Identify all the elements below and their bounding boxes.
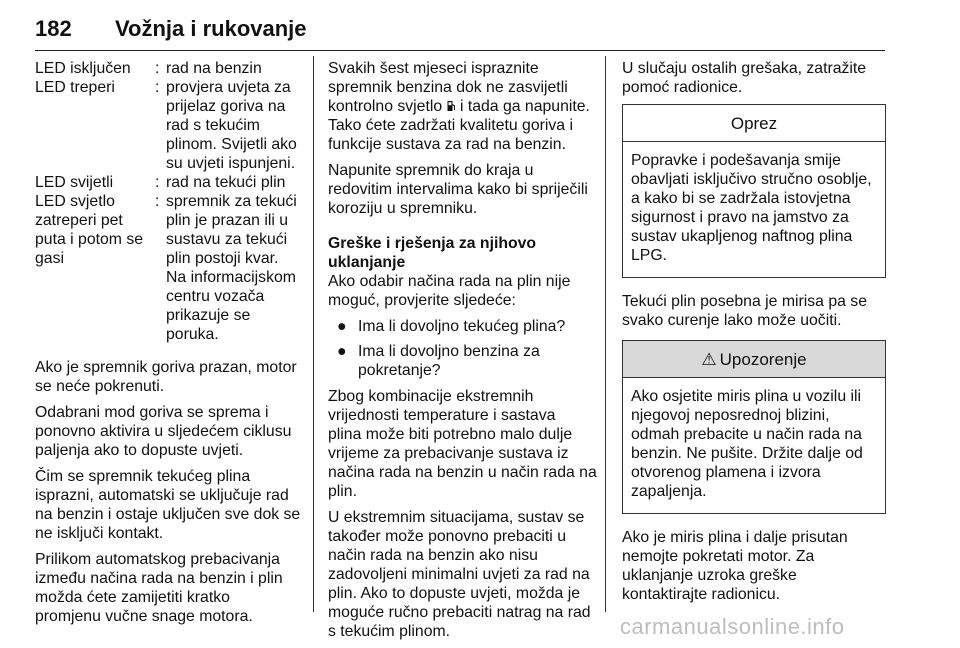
text-line: rad s tekućim xyxy=(166,117,260,134)
led-state xyxy=(35,192,155,268)
text-line: Ako je spremnik goriva prazan, motor xyxy=(35,359,297,376)
led-meaning xyxy=(166,78,301,173)
text-line: sustav ukapljenog naftnog plina xyxy=(631,228,853,245)
led-row xyxy=(35,78,301,173)
text-line: Napunite spremnik do kraja u xyxy=(328,162,534,179)
text-line: svako curenje lako može uočiti. xyxy=(622,312,842,329)
paragraph xyxy=(328,387,598,501)
column-divider xyxy=(605,56,606,612)
list-item xyxy=(328,342,598,380)
text-line: gasi xyxy=(35,250,64,267)
text-line: između načina rada na benzin i plin xyxy=(35,570,283,587)
paragraph xyxy=(328,508,598,641)
text-line: pokretanje? xyxy=(358,362,441,379)
warning-header xyxy=(623,341,885,378)
caution-body xyxy=(623,142,885,277)
text-line: Ako osjetite miris plina u vozilu ili xyxy=(631,388,862,405)
text-line: isprazni, automatski se uključuje rad xyxy=(35,487,289,504)
text-line: vrijednosti temperature i sastava xyxy=(328,407,556,424)
text-line: zapaljenja. xyxy=(631,483,707,500)
right-column xyxy=(622,59,886,611)
text-line: uklanjanje uzroka greške xyxy=(622,567,797,584)
text-line: Popravke i podešavanja smije xyxy=(631,152,841,169)
text-line: ponovno aktivira u sljedećem ciklusu xyxy=(35,423,292,440)
bullet-icon: ● xyxy=(337,343,347,360)
led-row xyxy=(35,173,301,192)
caution-box xyxy=(622,104,886,278)
text-line: rad na benzin xyxy=(166,60,262,77)
led-meaning xyxy=(166,59,301,78)
text-line: a kako bi se zadržala istovjetna xyxy=(631,190,851,207)
text-line: spremnik za tekući xyxy=(166,193,297,210)
list-item xyxy=(328,317,598,336)
paragraph-text: i tada ga napunite. xyxy=(459,98,590,115)
led-status-table xyxy=(35,59,301,344)
text-line: Ako je miris plina i dalje prisutan xyxy=(622,529,848,546)
text-line: Ako odabir načina rada na plin nije xyxy=(328,273,571,290)
led-meaning xyxy=(166,173,301,192)
led-state xyxy=(35,59,155,78)
text-line: moguć, provjerite sljedeće: xyxy=(328,292,516,309)
text-line: U ekstremnim situacijama, sustav se xyxy=(328,509,585,526)
text-line: plin postoji kvar. xyxy=(166,250,279,267)
text-line: Ima li dovoljno benzina za xyxy=(358,343,540,360)
text-line: su uvjeti ispunjeni. xyxy=(166,155,296,172)
paragraph xyxy=(622,292,886,330)
text-line: plina može biti potrebno malo dulje xyxy=(328,426,573,443)
text-line: Zbog kombinacije ekstremnih xyxy=(328,388,534,405)
text-line: spremnik benzina dok ne zasvijetli xyxy=(328,79,568,96)
text-line: paljenja ako to dopuste uvjeti. xyxy=(35,442,244,459)
text-line: prijelaz goriva na xyxy=(166,98,286,115)
separator-colon: : xyxy=(155,79,160,96)
section-heading xyxy=(328,234,598,272)
separator-colon: : xyxy=(155,193,160,210)
page-number: 182 xyxy=(35,16,72,41)
text-line: LPG. xyxy=(631,247,667,264)
page-title: Vožnja i rukovanje xyxy=(115,16,307,41)
text-line: zatreperi pet xyxy=(35,212,123,229)
text-line: LED treperi xyxy=(35,79,115,96)
text-line: puta i potom se xyxy=(35,231,144,248)
paragraph xyxy=(328,272,598,310)
text-line: obavljati isključivo stručno osoblje, xyxy=(631,171,872,188)
paragraph xyxy=(35,358,301,396)
text-line: redovitim intervalima kako bi spriječili xyxy=(328,181,588,198)
text-line: Tako ćete zadržati kvalitetu goriva i xyxy=(328,117,573,134)
text-line: promjenu vučne snage motora. xyxy=(35,608,253,625)
text-line: benzin. Ne pušite. Držite dalje od xyxy=(631,445,863,462)
text-line: koroziju u spremniku. xyxy=(328,200,478,217)
watermark: carmanualsonline.info xyxy=(620,614,845,639)
text-line: LED svijetli xyxy=(35,174,114,191)
text-line: rad na tekući plin xyxy=(166,174,286,191)
text-line: ne isključi kontakt. xyxy=(35,525,164,542)
paragraph xyxy=(35,403,301,460)
warning-triangle-icon: ⚠ xyxy=(701,349,717,369)
led-state xyxy=(35,78,155,97)
page-header xyxy=(35,0,885,51)
warning-box xyxy=(622,340,886,514)
bullet-icon: ● xyxy=(337,318,347,335)
text-line: Svakih šest mjeseci ispraznite xyxy=(328,60,539,77)
text-line: pomoć radionice. xyxy=(622,79,743,96)
paragraph xyxy=(35,550,301,626)
text-line: njegovoj neposrednoj blizini, xyxy=(631,407,830,424)
text-line: Ima li dovoljno tekućeg plina? xyxy=(358,318,566,335)
fuel-pump-icon xyxy=(447,100,456,112)
text-line: možda ćete zamijetiti kratko xyxy=(35,589,230,606)
paragraph xyxy=(622,528,886,604)
text-line: kontrolno svjetlo xyxy=(328,98,443,115)
text-line: moguće ručno prebaciti natrag na rad xyxy=(328,604,591,621)
text-line: sustavu za tekući xyxy=(166,231,288,248)
text-line: Na informacijskom xyxy=(166,269,296,286)
list-item-text xyxy=(358,318,565,335)
text-line: odmah prebacite u način rada na xyxy=(631,426,862,443)
text-line: zadovoljeni minimalni uvjeti za rad na xyxy=(328,566,590,583)
paragraph xyxy=(328,59,598,154)
text-line: plinom. Svijetli ako xyxy=(166,136,297,153)
list-item-text xyxy=(358,343,540,379)
left-column xyxy=(35,59,301,633)
text-line: način rada na benzin ako nisu xyxy=(328,547,538,564)
separator-colon: : xyxy=(155,60,160,77)
text-line: također može ponovno prebaciti u xyxy=(328,528,566,545)
text-line: uklanjanje xyxy=(328,254,406,271)
separator-colon: : xyxy=(155,174,160,191)
text-line: na benzin i ostaje uključen sve dok se xyxy=(35,506,301,523)
text-line: nemojte pokretati motor. Za xyxy=(622,548,815,565)
text-line: poruka. xyxy=(166,326,219,343)
led-row xyxy=(35,192,301,344)
text-line: Odabrani mod goriva se sprema i xyxy=(35,404,269,421)
led-state xyxy=(35,173,155,192)
text-line: centru vozača xyxy=(166,288,265,305)
text-line: LED isključen xyxy=(35,60,131,77)
led-row xyxy=(35,59,301,78)
text-line: Čim se spremnik tekućeg plina xyxy=(35,468,251,485)
text-line: LED svjetlo xyxy=(35,193,115,210)
warning-body xyxy=(623,378,885,513)
text-line: prikazuje se xyxy=(166,307,251,324)
text-line: Tekući plin posebna je mirisa pa se xyxy=(622,293,867,310)
paragraph xyxy=(328,161,598,218)
text-line: sigurnost i pravo na jamstvo za xyxy=(631,209,849,226)
text-line: Prilikom automatskog prebacivanja xyxy=(35,551,280,568)
middle-column xyxy=(328,59,598,648)
checklist xyxy=(328,317,598,380)
text-line: se neće pokrenuti. xyxy=(35,378,165,395)
text-line: funkcije sustava za rad na benzin. xyxy=(328,136,566,153)
paragraph xyxy=(622,59,886,97)
text-line: vrijeme za prebacivanje sustava iz xyxy=(328,445,569,462)
caution-title: Oprez xyxy=(623,105,885,142)
text-line: otvorenog plamena i izvora xyxy=(631,464,821,481)
left-paragraphs xyxy=(35,358,301,626)
text-line: plin je prazan ili u xyxy=(166,212,289,229)
column-divider xyxy=(313,56,314,612)
led-meaning xyxy=(166,192,301,344)
text-line: plin. xyxy=(328,483,357,500)
text-line: kontaktirajte radionicu. xyxy=(622,586,781,603)
text-line: Greške i rješenja za njihovo xyxy=(328,235,537,252)
text-line: plin. Ako to dopuste uvjeti, možda je xyxy=(328,585,581,602)
warning-title: Upozorenje xyxy=(719,349,807,369)
text-line: s tekućim plinom. xyxy=(328,623,451,640)
text-line: U slučaju ostalih grešaka, zatražite xyxy=(622,60,867,77)
text-line: provjera uvjeta za xyxy=(166,79,291,96)
paragraph xyxy=(35,467,301,543)
text-line: načina rada na benzin u način rada na xyxy=(328,464,597,481)
